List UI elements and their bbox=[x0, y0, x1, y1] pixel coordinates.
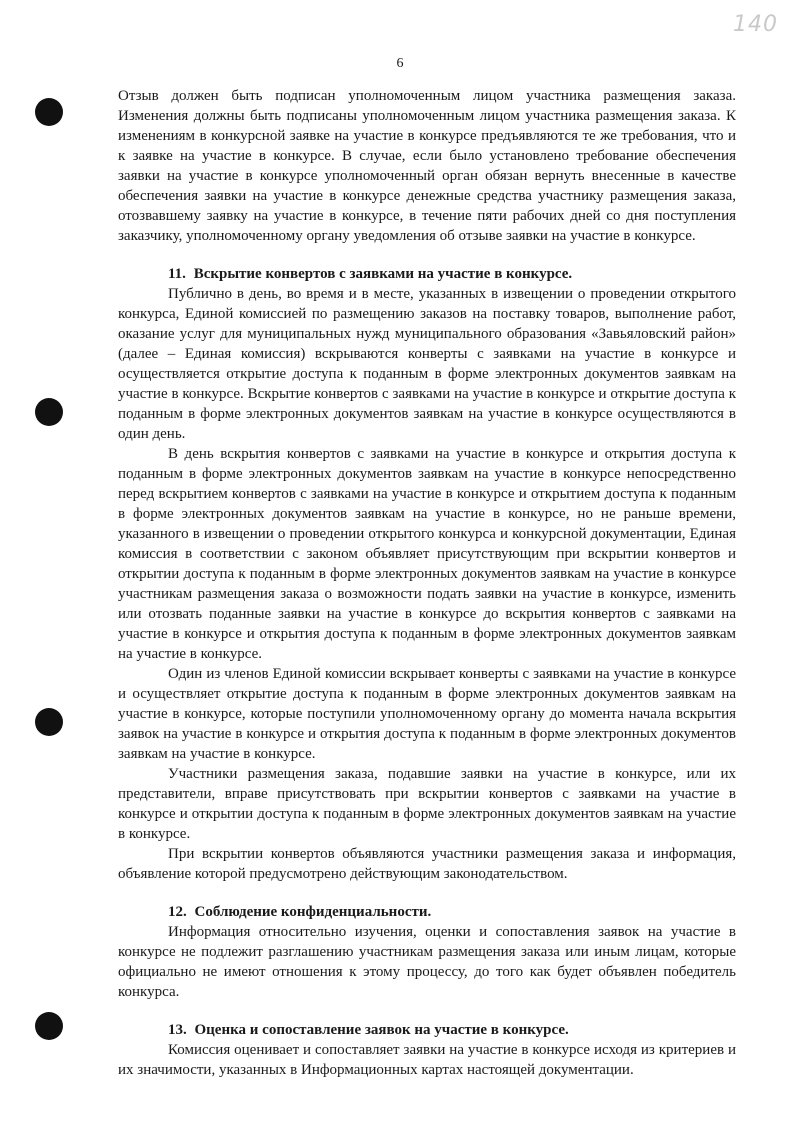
section-13 bbox=[118, 1020, 736, 1080]
paragraph: Участники размещения заказа, подавшие заявки на участие в конкурсе, или их представители, вправе присутствовать при вскрытии конвертов с заявками на участие в конкурсе и открытии доступа к поданным в форме электронных документов заявкам на участие в конкурсе. bbox=[118, 766, 736, 842]
paragraph: При вскрытии конвертов объявляются участники размещения заказа и информация, объявление которой предусмотрено действующим законодательством. bbox=[118, 846, 736, 882]
section-number: 11. bbox=[168, 266, 186, 282]
handwritten-page-number: 140 bbox=[733, 12, 778, 37]
paragraph: Публично в день, во время и в месте, указанных в извещении о проведении открытого конкурса, Единой комиссией по размещению заказов на поставку товаров, выполнение работ, оказание услуг для муниципальных нужд муниципального образования «Завьяловский район» (далее – Единая комиссия) вскрываются конверты с заявками на участие в конкурсе и осуществляется открытие доступа к поданным в форме электронных документов заявкам на участие в конкурсе. Вскрытие конвертов с заявками на участие в конкурсе и открытие доступа к поданным в форме электронных документов заявкам на участие в конкурсе осуществляются в один день. bbox=[118, 286, 736, 442]
section-heading bbox=[118, 264, 736, 284]
punch-hole-icon bbox=[35, 98, 63, 126]
punch-hole-icon bbox=[35, 1012, 63, 1040]
section-title: Соблюдение конфиденциальности. bbox=[194, 904, 432, 920]
intro-paragraph: Отзыв должен быть подписан уполномоченным лицом участника размещения заказа. Изменения должны быть подписаны уполномоченным лицом участника размещения заказа. К изменениям в конкурсной заявке на участие в конкурсе предъявляются те же требования, что и к заявке на участие в конкурсе. В случае, если было установлено требование обеспечения заявки на участие в конкурсе уполномоченный орган обязан вернуть внесенные в качестве обеспечения заявки на участие в конкурсе денежные средства участнику размещения заказа, отозвавшему заявку на участие в конкурсе, в течение пяти рабочих дней со дня поступления заказчику, уполномоченному органу уведомления об отзыве заявки на участие в конкурсе. bbox=[118, 88, 736, 244]
section-number: 12. bbox=[168, 904, 187, 920]
paragraph: Информация относительно изучения, оценки и сопоставления заявок на участие в конкурсе не подлежит разглашению участникам размещения заказа или иным лицам, которые официально не имеют отношения к этому процессу, до того как будет объявлен победитель конкурса. bbox=[118, 924, 736, 1000]
punch-hole-icon bbox=[35, 708, 63, 736]
section-number: 13. bbox=[168, 1022, 187, 1038]
section-11 bbox=[118, 264, 736, 884]
paragraph: Комиссия оценивает и сопоставляет заявки на участие в конкурсе исходя из критериев и их значимости, указанных в Информационных картах настоящей документации. bbox=[118, 1042, 736, 1078]
section-heading bbox=[118, 1020, 736, 1040]
document-body bbox=[118, 86, 736, 1080]
punch-hole-icon bbox=[35, 398, 63, 426]
section-title: Оценка и сопоставление заявок на участие в конкурсе. bbox=[194, 1022, 569, 1038]
page-number: 6 bbox=[396, 56, 404, 71]
paragraph: Один из членов Единой комиссии вскрывает конверты с заявками на участие в конкурсе и осуществляет открытие доступа к поданным в форме электронных документов заявкам на участие в конкурсе, которые поступили уполномоченному органу до момента начала вскрытия заявок на участие в конкурсе и открытия доступа к поданным в форме электронных документов заявкам на участие в конкурсе. bbox=[118, 666, 736, 762]
section-title: Вскрытие конвертов с заявками на участие в конкурсе. bbox=[193, 266, 573, 282]
section-heading bbox=[118, 902, 736, 922]
paragraph: В день вскрытия конвертов с заявками на участие в конкурсе и открытия доступа к поданным в форме электронных документов заявкам на участие в конкурсе непосредственно перед вскрытием конвертов с заявками на участие в конкурсе и открытием доступа к поданным в форме электронных документов заявкам на участие в конкурсе, но не раньше времени, указанного в извещении о проведении открытого конкурса и конкурсной документации, Единая комиссия в соответствии с законом объявляет присутствующим при вскрытии конвертов и открытии доступа к поданным в форме электронных документов заявкам на участие в конкурсе участникам размещения заказа о возможности подать заявки на участие в конкурсе, изменить или отозвать поданные заявки на участие в конкурсе до вскрытия конвертов с заявками на участие в конкурсе и открытия доступа к поданным в форме электронных документов заявкам на участие в конкурсе. bbox=[118, 446, 736, 662]
section-12 bbox=[118, 902, 736, 1002]
